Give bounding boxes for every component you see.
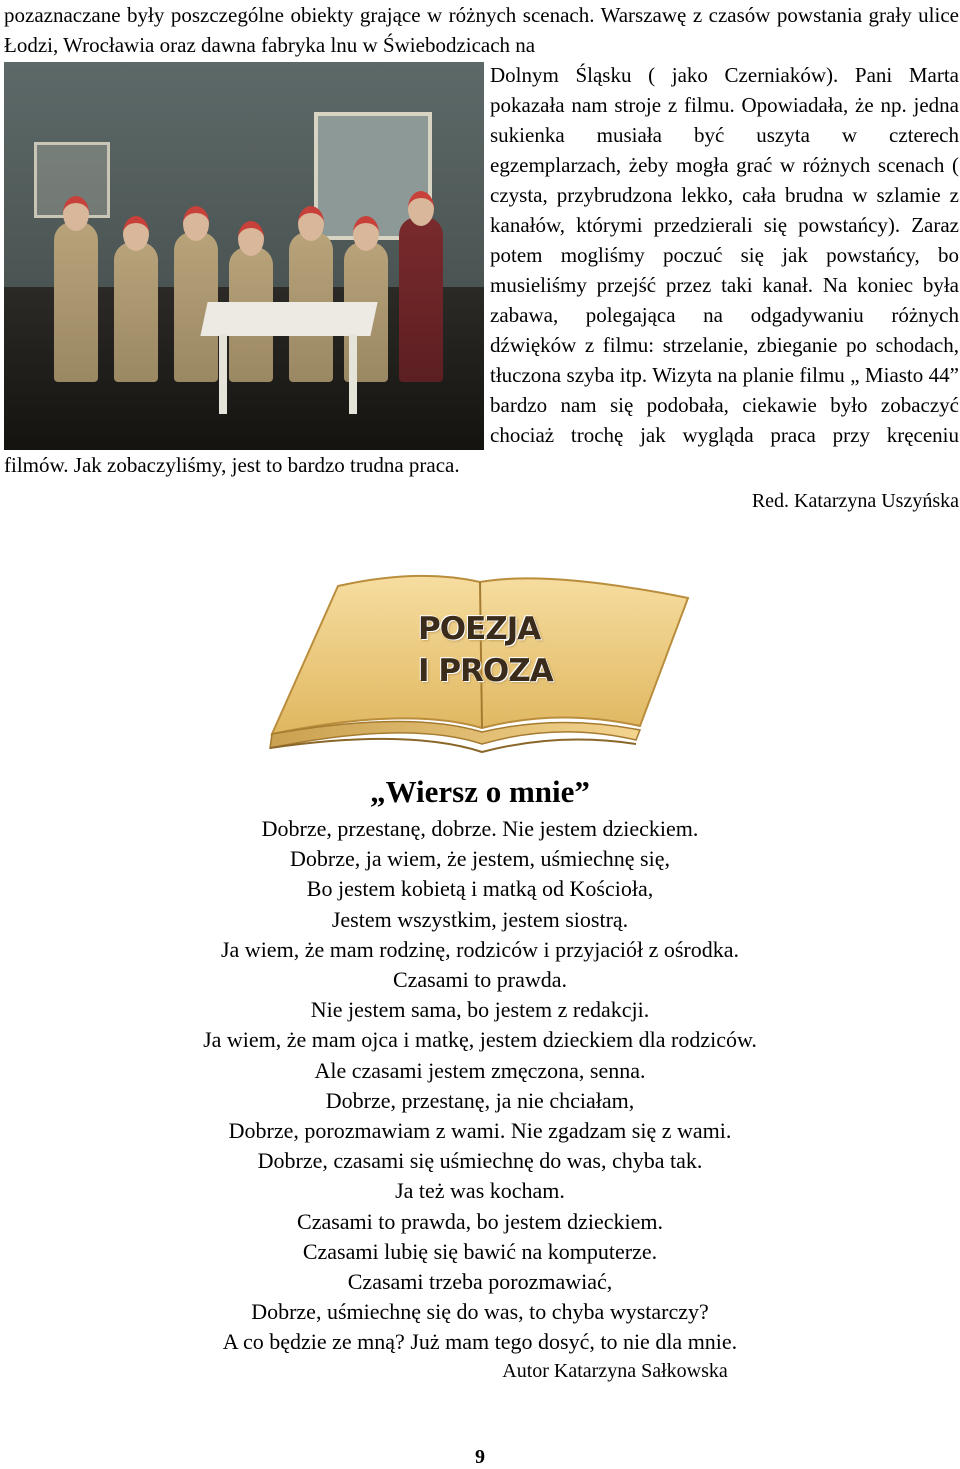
poem-line: Nie jestem sama, bo jestem z redakcji. (310, 997, 650, 1023)
poem-line: Dobrze, ja wiem, że jestem, uśmiechnę się, (290, 846, 670, 872)
film-set-photo (4, 62, 484, 450)
article-body: Dolnym Śląsku ( jako Czerniaków). Pani Marta pokazała nam stroje z filmu. Opowiadała, że np. jedna sukienka musiała być uszyta w czterech egzemplarzach, żeby mogła grać w różnych scenach ( czysta, przybrudzona lekko, cała brudna w szlamie z kanałów, którymi przedzierali się powstańcy). Zaraz potem mogliśmy poczuć się jak powstańcy, bo musieliśmy przejść przez taki kanał. Na koniec była zabawa, polegająca na odgadywaniu różnych dźwięków z filmu: strzelanie, zbieganie po schodach, tłuczona szyba itp. Wizyta na planie filmu „ Miasto 44” bardzo nam się podobała, ciekawie było zobaczyć chociaż trochę jak wygląda praca przy kręceniu filmów. Jak zobaczyliśmy, jest to bardzo trudna praca. (4, 63, 959, 477)
banner-line: I PROZA (418, 653, 553, 689)
poetry-prose-banner (268, 568, 694, 754)
photo-person (399, 217, 443, 382)
article-signature: Red. Katarzyna Uszyńska (751, 490, 959, 512)
poem-line: Ja też was kocham. (395, 1178, 565, 1204)
poem-line: Dobrze, czasami się uśmiechnę do was, chyba tak. (257, 1148, 703, 1174)
page-number: 9 (475, 1446, 485, 1468)
article (4, 0, 959, 516)
poem-line: A co będzie ze mną? Już mam tego dosyć, to nie dla mnie. (222, 1329, 738, 1355)
poem-line: Bo jestem kobietą i matką od Kościoła, (306, 876, 654, 902)
poem-title: „Wiersz o mnie” (370, 774, 590, 809)
photo-table (200, 302, 377, 336)
poem-line: Czasami trzeba porozmawiać, (347, 1269, 613, 1295)
photo-table-leg (219, 334, 227, 414)
banner-line: POEZJA (418, 611, 541, 647)
poem-line: Jestem wszystkim, jestem siostrą. (331, 906, 629, 932)
poem-line: Dobrze, uśmiechnę się do was, to chyba wystarczy? (251, 1299, 709, 1325)
poem-author: Autor Katarzyna Sałkowska (502, 1359, 728, 1382)
article-intro: pozaznaczane były poszczególne obiekty grające w różnych scenach. Warszawę z czasów powstania grały ulice Łodzi, Wrocławia oraz dawna fabryka lnu w Świebodzicach na (4, 3, 959, 57)
poem-line: Dobrze, przestanę, ja nie chciałam, (325, 1087, 635, 1113)
poem (0, 770, 960, 1384)
poem-line: Ja wiem, że mam ojca i matkę, jestem dzieckiem dla rodziców. (203, 1027, 757, 1053)
poem-line: Ale czasami jestem zmęczona, senna. (314, 1057, 646, 1083)
poem-lines (0, 814, 960, 1358)
poem-line: Czasami to prawda. (392, 967, 568, 993)
photo-person (54, 222, 98, 382)
photo-person (114, 242, 158, 382)
poem-line: Dobrze, przestanę, dobrze. Nie jestem dzieckiem. (261, 816, 699, 841)
poem-line: Dobrze, porozmawiam z wami. Nie zgadzam się z wami. (228, 1118, 732, 1144)
poem-line: Czasami to prawda, bo jestem dzieckiem. (297, 1208, 663, 1234)
poem-line: Czasami lubię się bawić na komputerze. (302, 1238, 658, 1264)
banner-title (418, 608, 553, 692)
poem-line: Ja wiem, że mam rodzinę, rodziców i przyjaciół z ośrodka. (220, 936, 740, 962)
photo-table-leg (349, 334, 357, 414)
